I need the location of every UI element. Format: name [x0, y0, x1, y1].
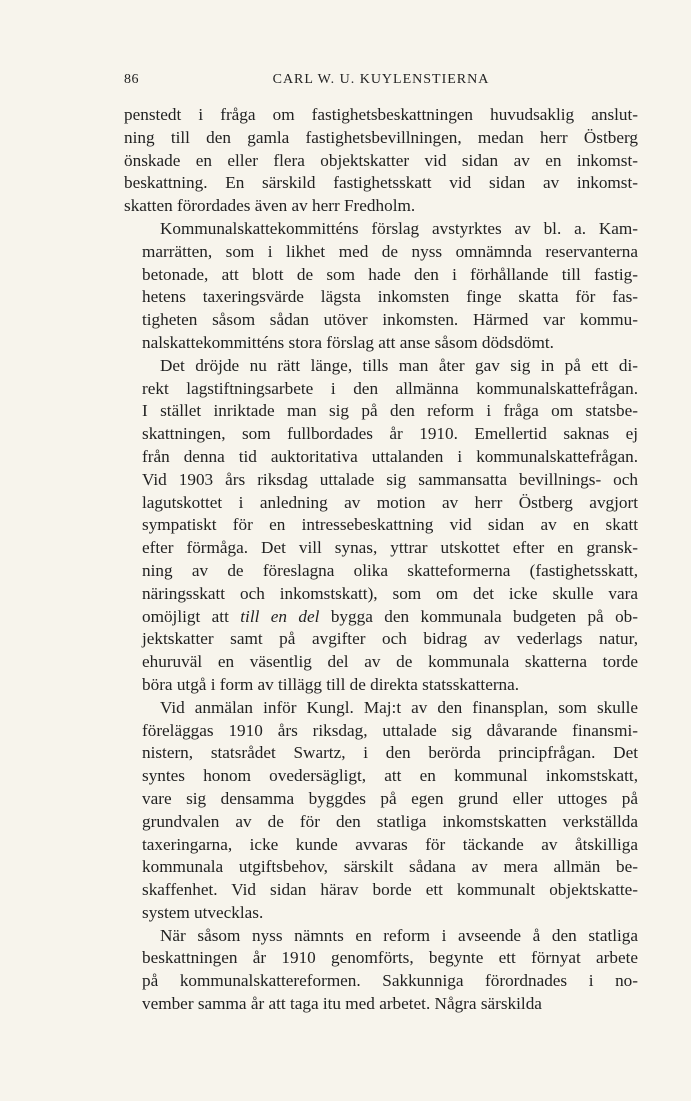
- text-line: ning till den gamla fastighetsbevillningen, medan herr Östberg: [124, 127, 638, 147]
- text-line: taxeringarna, icke kunde avvaras för täckande av åtskilliga: [142, 834, 638, 854]
- emphasis-text: till en del: [240, 606, 320, 626]
- text-line: skatten förordades även av herr Fredholm.: [124, 196, 416, 216]
- page-header: [124, 72, 638, 92]
- running-head: CARL W. U. KUYLENSTIERNA: [272, 72, 490, 87]
- paragraph: [124, 925, 638, 1016]
- text-line: böra utgå i form av tillägg till de direkta statsskatterna.: [142, 674, 520, 694]
- text-line: grundvalen av de för den statliga inkomstskatten verkställda: [142, 811, 638, 831]
- text-line: skaffenhet. Vid sidan härav borde ett kommunalt objektskatte-: [142, 880, 638, 900]
- text-line: efter förmåga. Det vill synas, yttrar utskottet efter en gransk-: [142, 538, 638, 558]
- text-line: näringsskatt och inkomstskatt), som om det icke skulle vara: [142, 583, 638, 603]
- text-line: sympatiskt för en intressebeskattning vid sidan av en skatt: [142, 515, 638, 535]
- text-line: Vid 1903 års riksdag uttalade sig sammansatta bevillnings- och: [142, 469, 638, 489]
- text-line: lagutskottet i anledning av motion av herr Östberg avgjort: [142, 492, 638, 512]
- paragraph: [124, 355, 638, 697]
- text-line: ehuruväl en väsentlig del av de kommunala skatterna torde: [142, 652, 638, 672]
- text-line: nistern, statsrådet Swartz, i den berörda principfrågan. Det: [142, 743, 638, 763]
- text-line: hetens taxeringsvärde lägsta inkomsten finge skatta för fas-: [142, 287, 638, 307]
- body-text: [124, 104, 638, 1016]
- text-line: ning av de föreslagna olika skatteformerna (fastighetsskatt,: [142, 560, 638, 580]
- text-line: system utvecklas.: [142, 902, 264, 922]
- text-line: När såsom nyss nämnts en reform i avseende å den statliga: [160, 925, 638, 945]
- text-line: Vid anmälan inför Kungl. Maj:t av den finansplan, som skulle: [160, 697, 638, 717]
- text-line: vember samma år att taga itu med arbetet. Några särskilda: [142, 994, 542, 1014]
- paragraph: [124, 104, 638, 218]
- text-line: betonade, att blott de som hade den i förhållande till fastig-: [142, 264, 638, 284]
- text-line: skattningen, som fullbordades år 1910. Emellertid saknas ej: [142, 424, 638, 444]
- text-line: rekt lagstiftningsarbete i den allmänna kommunalskattefrågan.: [142, 378, 638, 398]
- text-line: penstedt i fråga om fastighetsbeskattningen huvudsaklig anslut-: [124, 105, 638, 124]
- text-line: Det dröjde nu rätt länge, tills man åter gav sig in på ett di-: [160, 355, 638, 375]
- paragraph: [124, 218, 638, 355]
- text-line: syntes honom ovedersägligt, att en kommunal inkomstskatt,: [142, 766, 638, 786]
- text-line: jektskatter samt på avgifter och bidrag av vederlags natur,: [142, 629, 638, 649]
- text-line: omöjligt att till en del bygga den kommunala budgeten på ob-: [142, 606, 638, 626]
- text-line: vare sig densamma byggdes på egen grund eller uttoges på: [142, 788, 638, 808]
- text-line: I stället inriktade man sig på den reform i fråga om statsbe-: [142, 401, 638, 421]
- page-number: 86: [124, 72, 139, 87]
- text-line: på kommunalskattereformen. Sakkunniga förordnades i no-: [142, 971, 638, 991]
- text-line: önskade en eller flera objektskatter vid sidan av en inkomst-: [124, 150, 638, 170]
- text-line: beskattning. En särskild fastighetsskatt vid sidan av inkomst-: [124, 173, 638, 193]
- text-line: från denna tid auktoritativa uttalanden i kommunalskattefrågan.: [142, 446, 638, 466]
- text-line: Kommunalskattekommitténs förslag avstyrktes av bl. a. Kam-: [160, 218, 638, 238]
- text-line: beskattningen år 1910 genomförts, begynte ett förnyat arbete: [142, 948, 638, 968]
- text-line: marrätten, som i likhet med de nyss omnämnda reservanterna: [142, 241, 638, 261]
- text-line: föreläggas 1910 års riksdag, uttalade sig dåvarande finansmi-: [142, 720, 638, 740]
- text-line: tigheten såsom sådan utöver inkomsten. Härmed var kommu-: [142, 310, 638, 330]
- text-line: nalskattekommitténs stora förslag att anse såsom dödsdömt.: [142, 332, 554, 352]
- paragraph: [124, 697, 638, 925]
- text-line: kommunala utgiftsbehov, särskilt sådana av mera allmän be-: [142, 857, 638, 877]
